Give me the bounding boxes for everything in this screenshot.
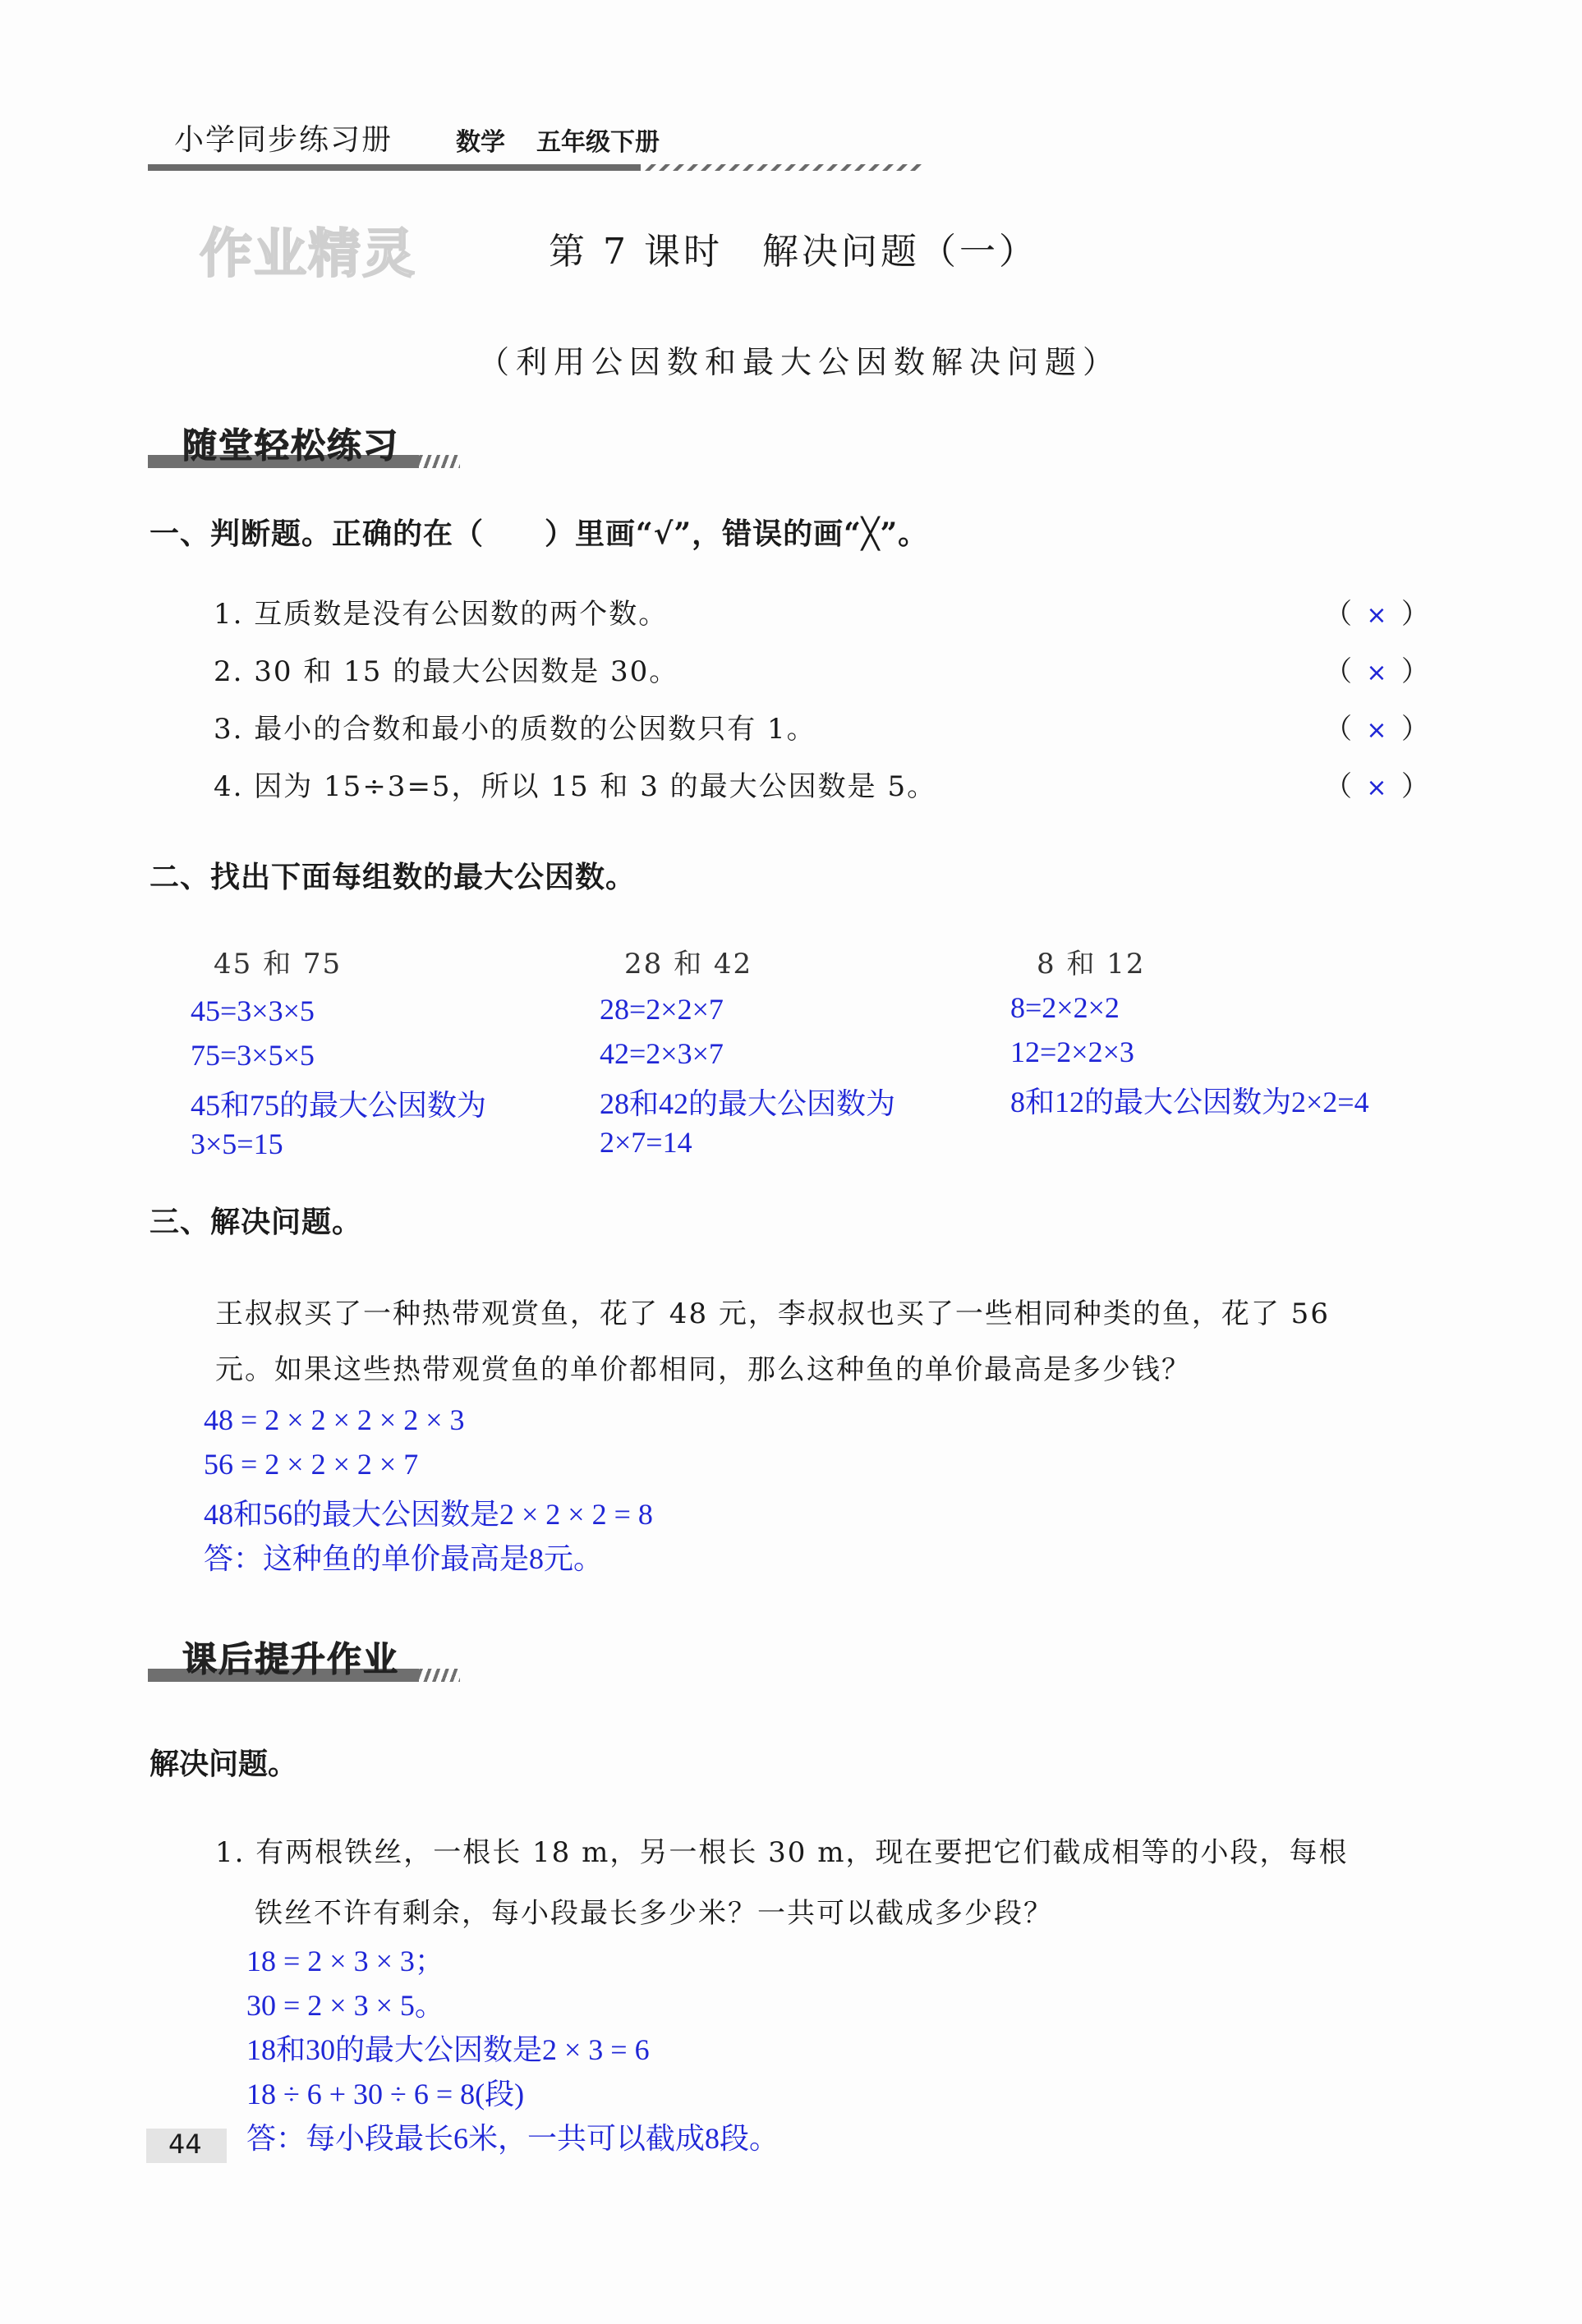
q2-heading: 二、找出下面每组数的最大公因数。 [149,860,637,894]
q3-answer-line-3: 48和56的最大公因数是2 × 2 × 2 = 8 [204,1498,653,1531]
q1-item-4: 4. 因为 15÷3=5，所以 15 和 3 的最大公因数是 5。 [214,770,937,803]
book-grade: 五年级下册 [536,128,660,157]
s2-heading: 解决问题。 [149,1747,298,1781]
q2-g3-line-1: 8=2×2×2 [1010,991,1120,1024]
q3-problem-line-2: 元。如果这些热带观赏鱼的单价都相同，那么这种鱼的单价最高是多少钱？ [215,1353,1191,1386]
q1-item-1: 1. 互质数是没有公因数的两个数。 [214,598,669,631]
banner-label: 课后提升作业 [182,1639,400,1679]
s2-answer-line-4: 18 ÷ 6 + 30 ÷ 6 = 8(段) [246,2078,525,2110]
q1-item-3: 3. 最小的合数和最小的质数的公因数只有 1。 [214,713,816,746]
lesson-title: 第 7 课时 解决问题（一） [549,231,1038,273]
banner-hatch [411,455,460,468]
banner-hatch [411,1669,460,1682]
q2-pair-3: 8 和 12 [1037,948,1146,981]
s2-answer-line-1: 18 = 2 × 3 × 3； [246,1945,444,1977]
answer-mark: × [1366,716,1387,745]
book-title: 小学同步练习册 [174,123,393,157]
answer-mark: × [1366,774,1387,802]
answer-mark: × [1366,601,1387,630]
page-number: 44 [168,2129,202,2160]
q2-g1-line-1: 45=3×3×5 [191,994,315,1027]
q2-g2-line-4: 2×7=14 [600,1126,692,1159]
header-rule [148,163,928,172]
s2-answer-line-3: 18和30的最大公因数是2 × 3 = 6 [246,2033,650,2066]
s2-problem-line-1: 1. 有两根铁丝，一根长 18 m，另一根长 30 m，现在要把它们截成相等的小段，每根 [215,1836,1349,1869]
q1-item-2: 2. 30 和 15 的最大公因数是 30。 [214,655,679,688]
q3-answer-line-2: 56 = 2 × 2 × 2 × 7 [204,1448,419,1481]
q2-g1-line-4: 3×5=15 [191,1128,283,1160]
q2-g3-line-2: 12=2×2×3 [1010,1036,1134,1068]
answer-mark: × [1366,659,1387,687]
q3-problem-line-1: 王叔叔买了一种热带观赏鱼，花了 48 元，李叔叔也买了一些相同种类的鱼，花了 56 [215,1297,1330,1330]
lesson-subtitle: （利用公因数和最大公因数解决问题） [478,344,1121,380]
q2-g2-line-1: 28=2×2×7 [600,993,724,1026]
q2-g1-line-3: 45和75的最大公因数为 [191,1089,487,1122]
q2-g2-line-3: 28和42的最大公因数为 [600,1087,896,1120]
q1-answer-1: （ × ） [1324,598,1429,631]
watermark-logo: 作业精灵 [200,224,416,285]
q2-g3-line-3: 8和12的最大公因数为2×2=4 [1010,1086,1369,1118]
q2-pair-2: 28 和 42 [624,948,753,981]
q2-g1-line-2: 75=3×5×5 [191,1039,315,1072]
q3-answer-line-4: 答：这种鱼的单价最高是8元。 [204,1542,604,1575]
s2-answer-line-5: 答：每小段最长6米，一共可以截成8段。 [246,2122,780,2155]
q1-answer-3: （ × ） [1324,713,1429,746]
q1-answer-4: （ × ） [1324,770,1429,803]
q1-heading: 一、判断题。正确的在（ ）里画“√”，错误的画“╳”。 [149,517,929,551]
q2-pair-1: 45 和 75 [214,948,343,981]
section-banner-practice [148,419,460,476]
q1-answer-2: （ × ） [1324,655,1429,688]
book-subject: 数学 [456,128,505,157]
banner-label: 随堂轻松练习 [182,425,400,466]
s2-answer-line-2: 30 = 2 × 3 × 5。 [246,1989,444,2022]
s2-problem-line-2: 铁丝不许有剩余，每小段最长多少米？一共可以截成多少段？ [255,1897,1053,1930]
q3-answer-line-1: 48 = 2 × 2 × 2 × 2 × 3 [204,1403,465,1436]
section-banner-homework [148,1633,460,1690]
q3-heading: 三、解决问题。 [149,1205,363,1239]
q2-g2-line-2: 42=2×3×7 [600,1037,724,1070]
